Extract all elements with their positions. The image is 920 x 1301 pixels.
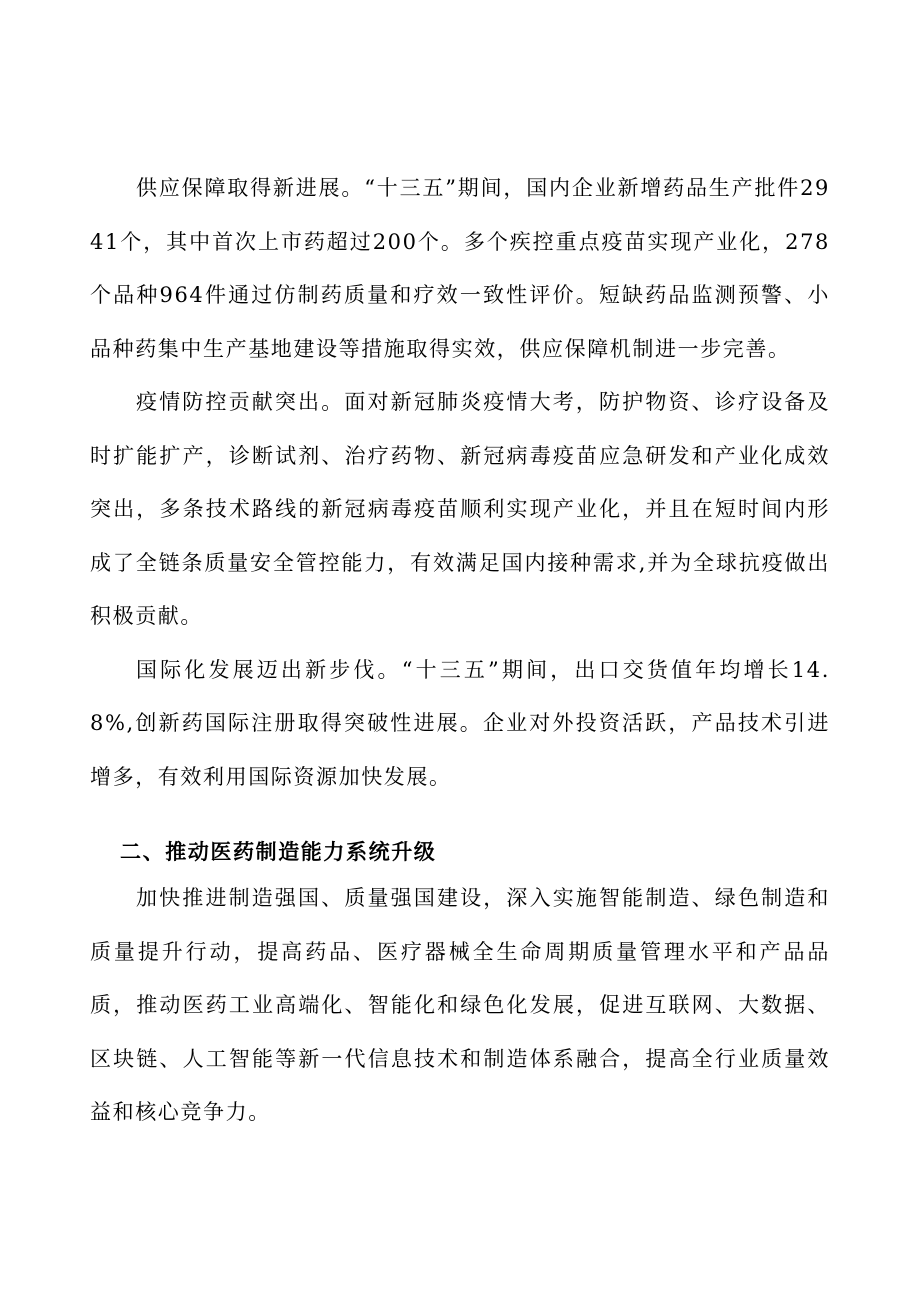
paragraph-supply-guarantee: 供应保障取得新进展。“十三五”期间，国内企业新增药品生产批件2941个，其中首次上市药超过200个。多个疾控重点疫苗实现产业化，278个品种964件通过仿制药质量和疗效一致性评价。短缺药品监测预警、小品种药集中生产基地建设等措施取得实效，供应保障机制进一步完善。 xyxy=(90,176,830,361)
section-heading: 二、推动医药制造能力系统升级 xyxy=(120,839,437,864)
document-page xyxy=(90,162,830,1140)
paragraph-manufacturing-upgrade: 加快推进制造强国、质量强国建设，深入实施智能制造、绿色制造和质量提升行动，提高药品、医疗器械全生命周期质量管理水平和产品品质，推动医药工业高端化、智能化和绿色化发展，促进互联网、大数据、区块链、人工智能等新一代信息技术和制造体系融合，提高全行业质量效益和核心竞争力。 xyxy=(90,886,830,1124)
paragraph-internationalization: 国际化发展迈出新步伐。“十三五”期间，出口交货值年均增长14.8%,创新药国际注册取得突破性进展。企业对外投资活跃，产品技术引进增多，有效利用国际资源加快发展。 xyxy=(90,657,830,789)
paragraph-epidemic-prevention: 疫情防控贡献突出。面对新冠肺炎疫情大考，防护物资、诊疗设备及时扩能扩产，诊断试剂、治疗药物、新冠病毒疫苗应急研发和产业化成效突出，多条技术路线的新冠病毒疫苗顺利实现产业化，并且在短时间内形成了全链条质量安全管控能力，有效满足国内接种需求,并为全球抗疫做出积极贡献。 xyxy=(90,390,830,628)
